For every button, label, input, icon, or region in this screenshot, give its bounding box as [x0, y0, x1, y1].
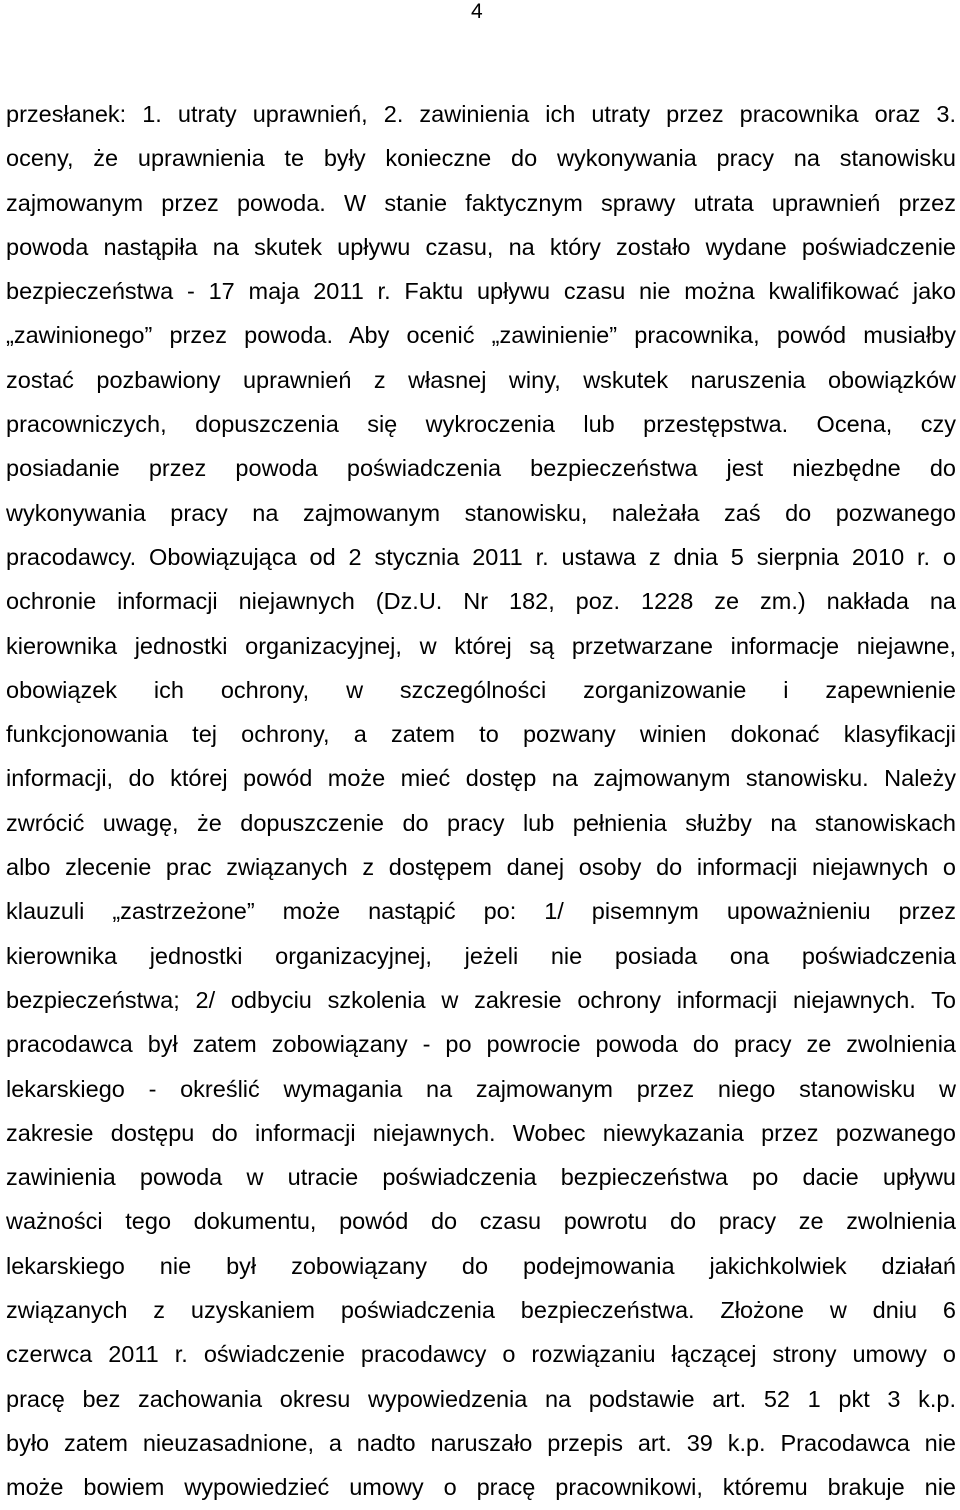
text-line: klauzuli „zastrzeżone” może nastąpić po: 1/ pisemnym upoważnieniu przez [6, 898, 956, 925]
text-line: pracę bez zachowania okresu wypowiedzenia na podstawie art. 52 1 pkt 3 k.p. [6, 1385, 956, 1412]
text-line: kierownika jednostki organizacyjnej, w której są przetwarzane informacje niejawne, [6, 632, 956, 659]
text-line: było zatem nieuzasadnione, a nadto naruszało przepis art. 39 k.p. Pracodawca nie [6, 1429, 956, 1456]
text-line: lekarskiego nie był zobowiązany do podejmowania jakichkolwiek działań [6, 1252, 956, 1279]
text-line: obowiązek ich ochrony, w szczególności zorganizowanie i zapewnienie [6, 676, 956, 703]
text-line: zawinienia powoda w utracie poświadczenia bezpieczeństwa po dacie upływu [6, 1164, 956, 1191]
text-line: „zawinionego” przez powoda. Aby ocenić „zawinienie” pracownika, powód musiałby [6, 322, 956, 349]
text-line: przesłanek: 1. utraty uprawnień, 2. zawinienia ich utraty przez pracownika oraz 3. [6, 101, 956, 127]
text-line: kierownika jednostki organizacyjnej, jeżeli nie posiada ona poświadczenia [6, 942, 956, 969]
text-line: zostać pozbawiony uprawnień z własnej winy, wskutek naruszenia obowiązków [6, 366, 956, 393]
text-line: posiadanie przez powoda poświadczenia bezpieczeństwa jest niezbędne do [6, 455, 956, 482]
text-line: czerwca 2011 r. oświadczenie pracodawcy o rozwiązaniu łączącej strony umowy o [6, 1341, 956, 1368]
text-line: ważności tego dokumentu, powód do czasu powrotu do pracy ze zwolnienia [6, 1208, 956, 1235]
text-line: powoda nastąpiła na skutek upływu czasu, na który zostało wydane poświadczenie [6, 233, 956, 260]
text-line: wykonywania pracy na zajmowanym stanowisku, należała zaś do pozwanego [6, 499, 956, 526]
page-number: 4 [471, 0, 483, 23]
text-line: zakresie dostępu do informacji niejawnych. Wobec niewykazania przez pozwanego [6, 1119, 956, 1146]
text-line: ochronie informacji niejawnych (Dz.U. Nr 182, poz. 1228 ze zm.) nakłada na [6, 588, 956, 615]
text-line: pracodawca był zatem zobowiązany - po powrocie powoda do pracy ze zwolnienia [6, 1031, 956, 1058]
text-line: zwrócić uwagę, że dopuszczenie do pracy lub pełnienia służby na stanowiskach [6, 809, 956, 836]
text-line: lekarskiego - określić wymagania na zajmowanym przez niego stanowisku w [6, 1075, 956, 1102]
document-body [6, 92, 956, 1510]
text-line: albo zlecenie prac związanych z dostępem danej osoby do informacji niejawnych o [6, 854, 956, 881]
text-line: funkcjonowania tej ochrony, a zatem to pozwany winien dokonać klasyfikacji [6, 721, 956, 748]
text-line: pracodawcy. Obowiązująca od 2 stycznia 2011 r. ustawa z dnia 5 sierpnia 2010 r. o [6, 543, 956, 570]
text-line: oceny, że uprawnienia te były konieczne do wykonywania pracy na stanowisku [6, 145, 956, 172]
text-line: może bowiem wypowiedzieć umowy o pracę pracownikowi, któremu brakuje nie [6, 1474, 956, 1501]
text-line: pracowniczych, dopuszczenia się wykroczenia lub przestępstwa. Ocena, czy [6, 411, 956, 438]
text-line: bezpieczeństwa; 2/ odbyciu szkolenia w zakresie ochrony informacji niejawnych. To [6, 986, 956, 1013]
text-line: bezpieczeństwa - 17 maja 2011 r. Faktu upływu czasu nie można kwalifikować jako [6, 278, 956, 305]
text-line: zajmowanym przez powoda. W stanie faktycznym sprawy utrata uprawnień przez [6, 189, 956, 216]
text-line: informacji, do której powód może mieć dostęp na zajmowanym stanowisku. Należy [6, 765, 956, 792]
text-line: związanych z uzyskaniem poświadczenia bezpieczeństwa. Złożone w dniu 6 [6, 1297, 956, 1324]
